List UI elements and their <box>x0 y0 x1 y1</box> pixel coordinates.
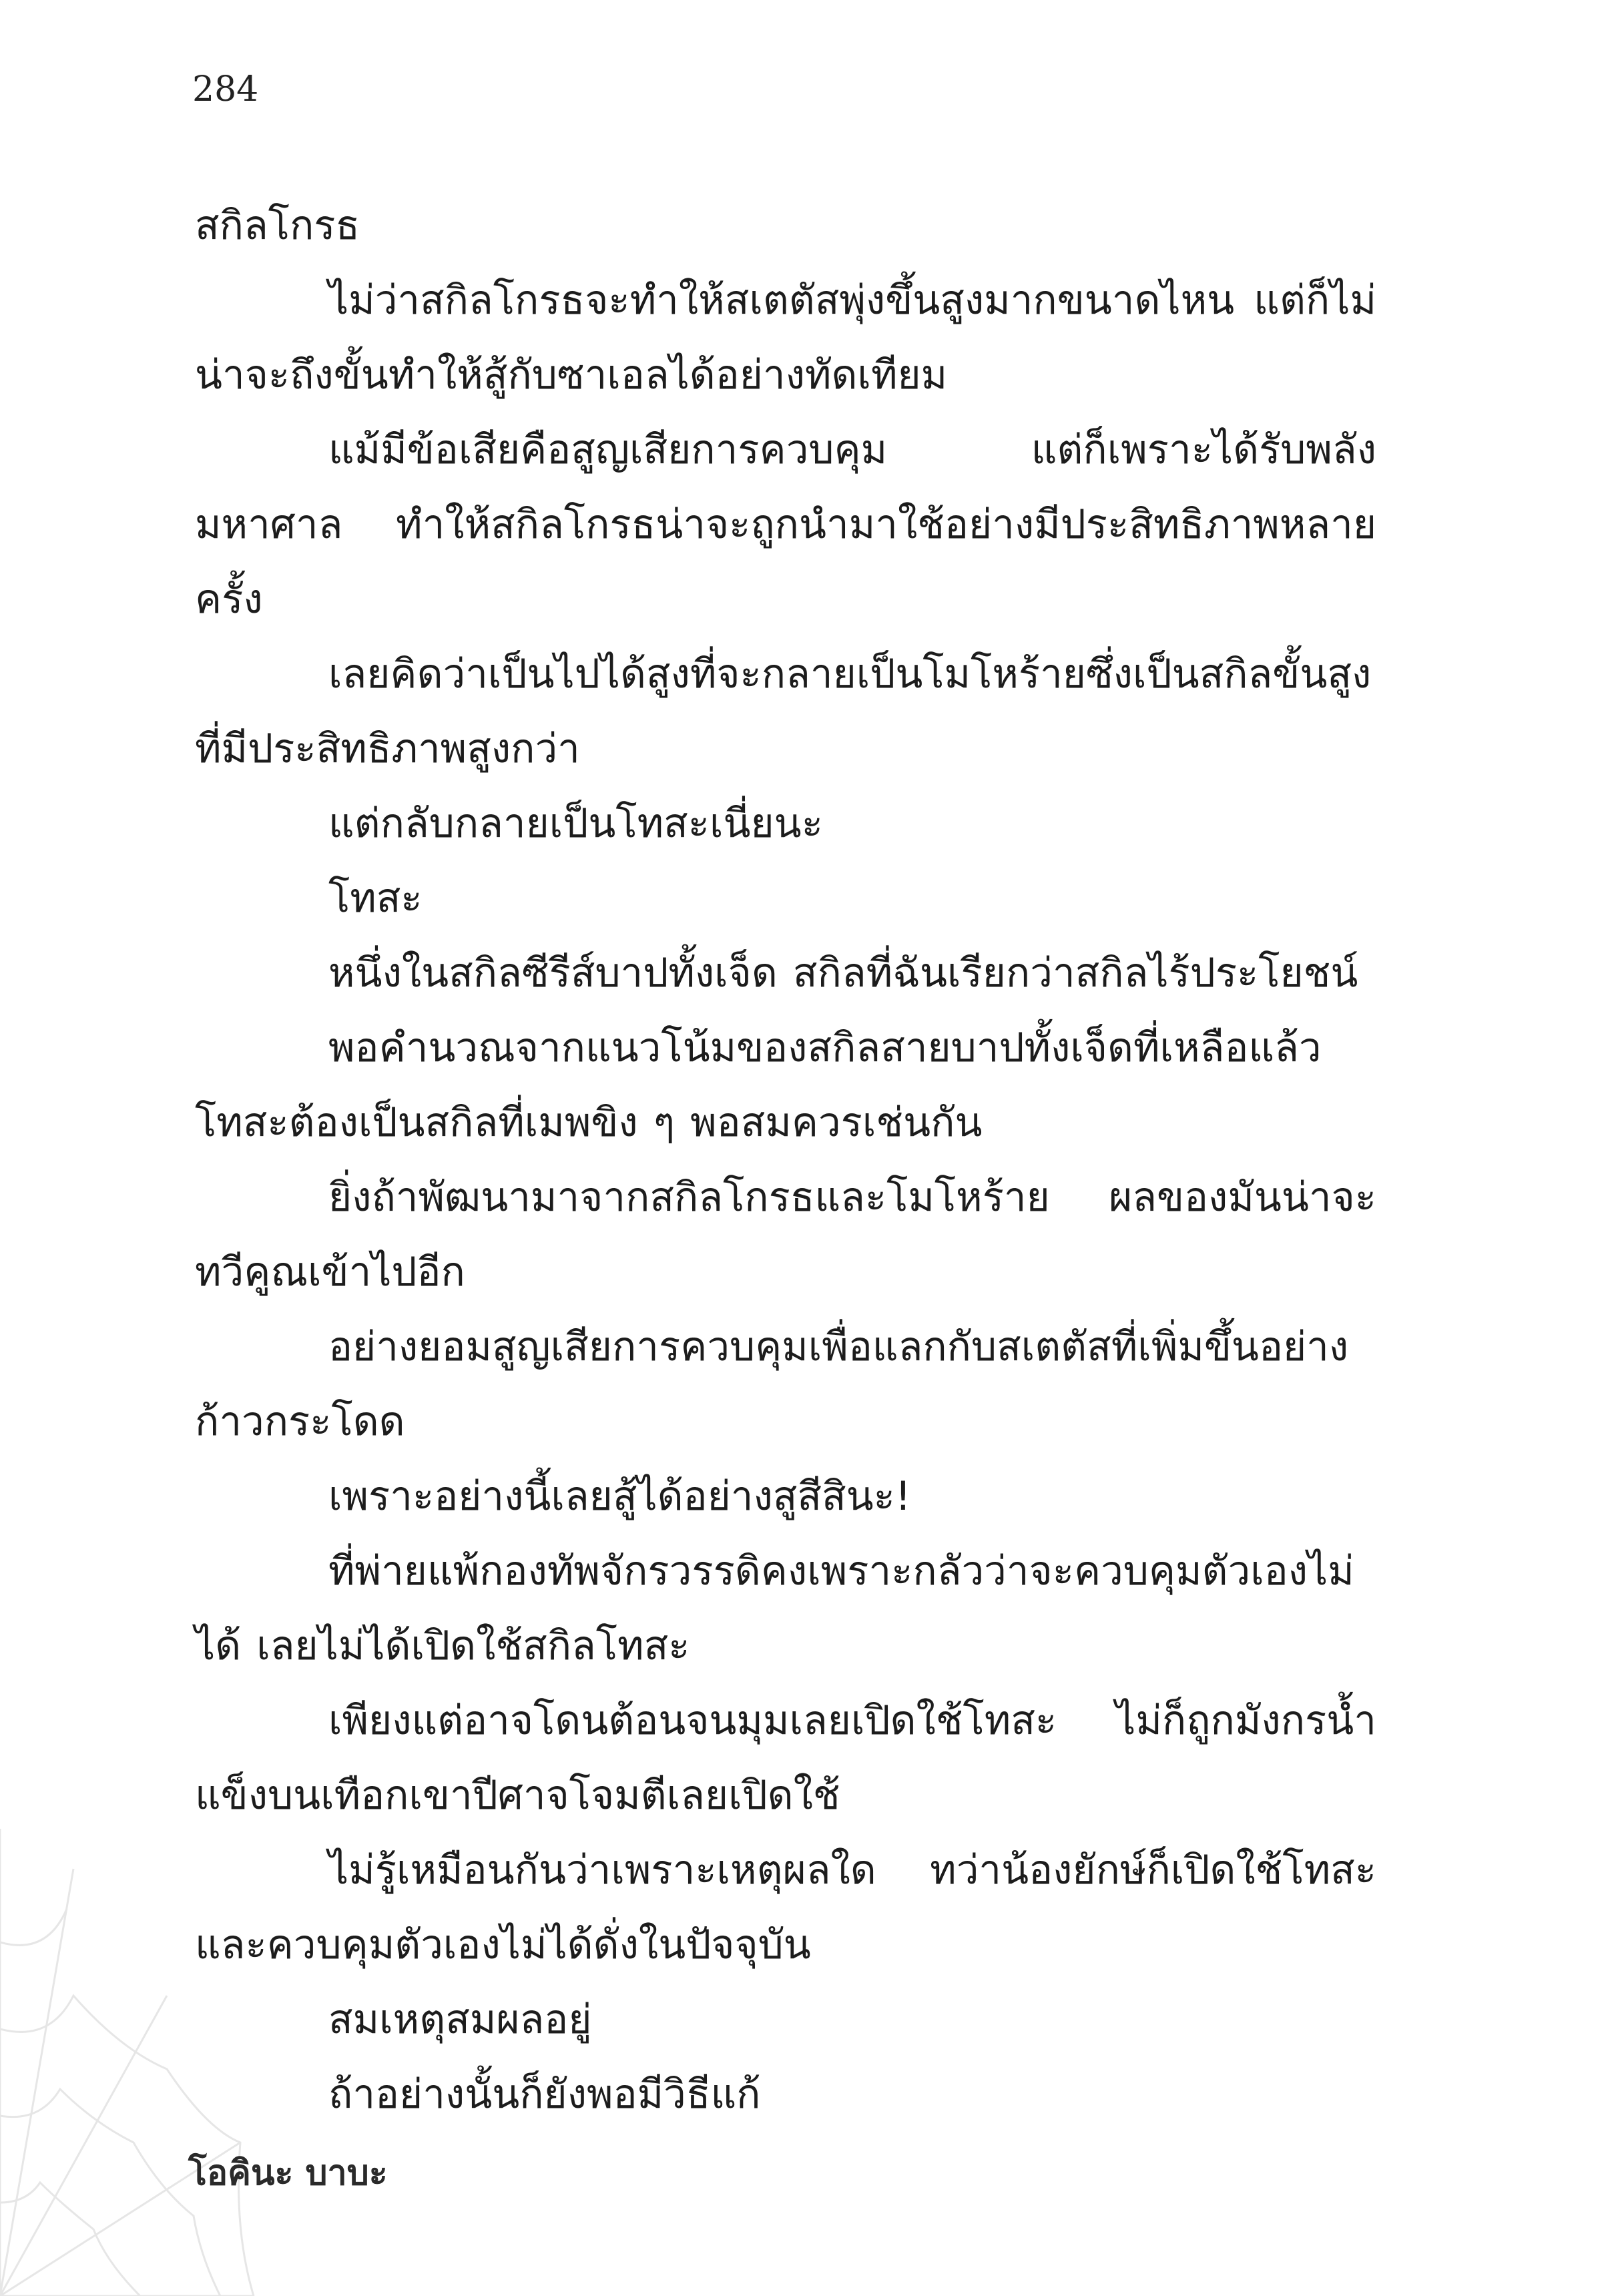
paragraph: แม้มีข้อเสียคือสูญเสียการควบคุม แต่ก็เพราะได้รับพลังมหาศาล ทำให้สกิลโกรธน่าจะถูกนำมาใช้อย่างมีประสิทธิภาพหลายครั้ง <box>195 426 1376 623</box>
page-number: 284 <box>192 69 259 109</box>
paragraph: หนึ่งในสกิลซีรีส์บาปทั้งเจ็ด สกิลที่ฉันเรียกว่าสกิลไร้ประโยชน์ <box>328 950 1358 996</box>
body-text <box>195 188 1376 2132</box>
paragraph: ที่พ่ายแพ้กองทัพจักรวรรดิคงเพราะกลัวว่าจะควบคุมตัวเองไม่ได้ เลยไม่ได้เปิดใช้สกิลโทสะ <box>195 1548 1354 1669</box>
paragraph: เลยคิดว่าเป็นไปได้สูงที่จะกลายเป็นโมโหร้ายซึ่งเป็นสกิลขั้นสูงที่มีประสิทธิภาพสูงกว่า <box>195 651 1372 772</box>
paragraph: ยิ่งถ้าพัฒนามาจากสกิลโกรธและโมโหร้าย ผลของมันน่าจะทวีคูณเข้าไปอีก <box>195 1174 1376 1296</box>
paragraph: ไม่รู้เหมือนกันว่าเพราะเหตุผลใด ทว่าน้องยักษ์ก็เปิดใช้โทสะและควบคุมตัวเองไม่ได้ดั่งในปัจจุบัน <box>195 1847 1376 1968</box>
spider-web-icon <box>0 1829 267 2296</box>
paragraph: ถ้าอย่างนั้นก็ยังพอมีวิธีแก้ <box>328 2071 761 2118</box>
paragraph: โทสะ <box>328 875 423 922</box>
paragraph: ไม่ว่าสกิลโกรธจะทำให้สเตตัสพุ่งขึ้นสูงมากขนาดไหน แต่ก็ไม่น่าจะถึงขั้นทำให้สู้กับซาเอลได้อย่างทัดเทียม <box>195 277 1376 398</box>
paragraph: แต่กลับกลายเป็นโทสะเนี่ยนะ <box>328 800 823 847</box>
paragraph: อย่างยอมสูญเสียการควบคุมเพื่อแลกกับสเตตัสที่เพิ่มขึ้นอย่างก้าวกระโดด <box>195 1324 1349 1445</box>
paragraph: เพียงแต่อาจโดนต้อนจนมุมเลยเปิดใช้โทสะ ไม่ก็ถูกมังกรน้ำแข็งบนเทือกเขาปีศาจโจมตีเลยเปิดใช้ <box>195 1697 1376 1819</box>
paragraph: เพราะอย่างนี้เลยสู้ได้อย่างสูสีสินะ! <box>328 1473 911 1520</box>
paragraph: พอคำนวณจากแนวโน้มของสกิลสายบาปทั้งเจ็ดที่เหลือแล้ว โทสะต้องเป็นสกิลที่เมพขิง ๆ พอสมควรเช่นกัน <box>195 1025 1322 1146</box>
paragraph: สมเหตุสมผลอยู่ <box>328 1996 592 2043</box>
paragraph: สกิลโกรธ <box>195 202 360 249</box>
book-title-footer: โอคินะ บาบะ <box>188 2153 388 2193</box>
